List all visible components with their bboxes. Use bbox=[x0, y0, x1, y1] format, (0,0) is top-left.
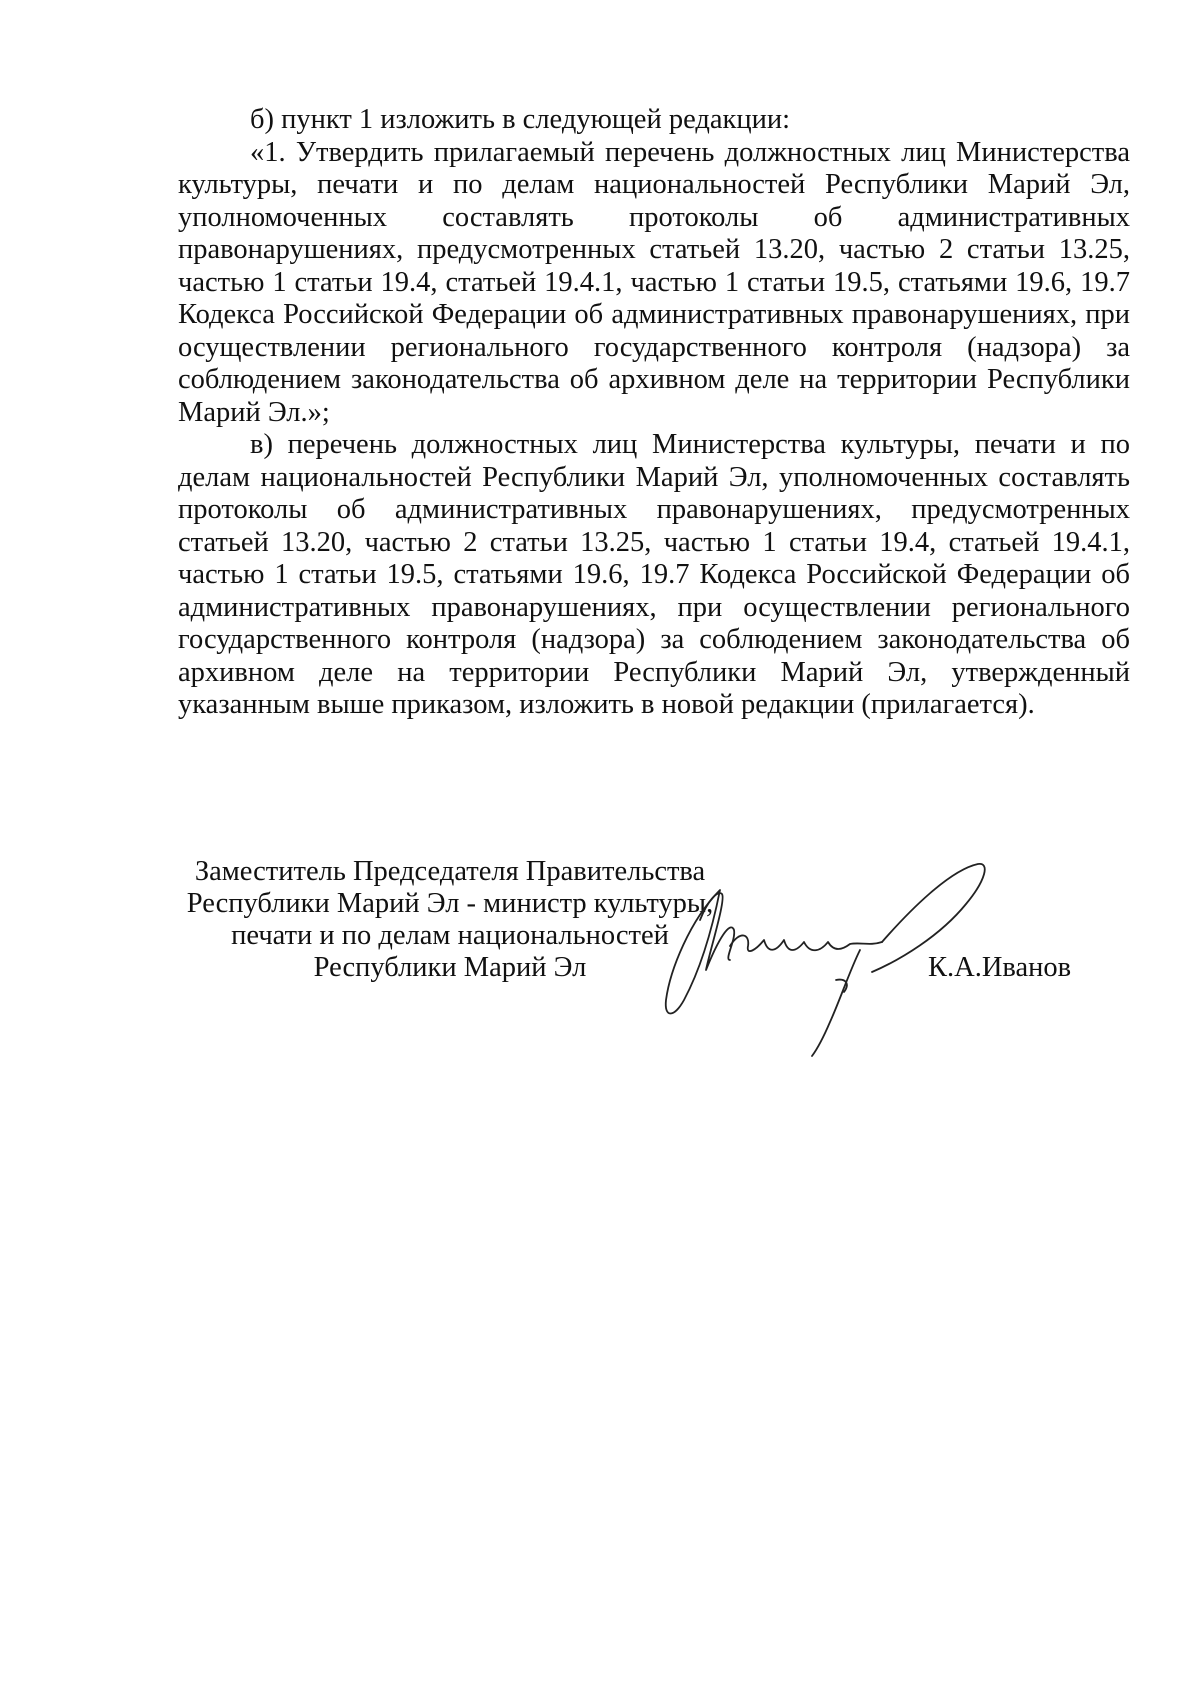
paragraph-item-1-quote: «1. Утвердить прилагаемый перечень должностных лиц Министерства культуры, печати и по делам национальностей Республики Марий Эл, уполномоченных составлять протоколы об административных правонарушениях, предусмотренных статьей 13.20, частью 2 статьи 13.25, частью 1 статьи 19.4, статьей 19.4.1, частью 1 статьи 19.5, статьями 19.6, 19.7 Кодекса Российской Федерации об административных правонарушениях, при осуществлении регионального государственного контроля (надзора) за соблюдением законодательства об архивном деле на территории Республики Марий Эл.»; bbox=[178, 136, 1130, 428]
signer-name: К.А.Иванов bbox=[928, 952, 1072, 983]
paragraph-item-b: б) пункт 1 изложить в следующей редакции: bbox=[250, 104, 791, 135]
position-line: печати и по делам национальностей bbox=[231, 920, 669, 951]
document-body bbox=[178, 104, 1130, 722]
position-line: Заместитель Председателя Правительства bbox=[194, 856, 706, 887]
position-line: Республики Марий Эл bbox=[313, 952, 587, 983]
paragraph-item-v: в) перечень должностных лиц Министерства культуры, печати и по делам национальностей Республики Марий Эл, уполномоченных составлять протоколы об административных правонарушениях, предусмотренных статьей 13.20, частью 2 статьи 13.25, частью 1 статьи 19.4, статьей 19.4.1, частью 1 статьи 19.5, статьями 19.6, 19.7 Кодекса Российской Федерации об административных правонарушениях, при осуществлении регионального государственного контроля (надзора) за соблюдением законодательства об архивном деле на территории Республики Марий Эл, утвержденный указанным выше приказом, изложить в новой редакции (прилагается). bbox=[178, 429, 1130, 720]
position-line: Республики Марий Эл - министр культуры, bbox=[186, 888, 714, 919]
